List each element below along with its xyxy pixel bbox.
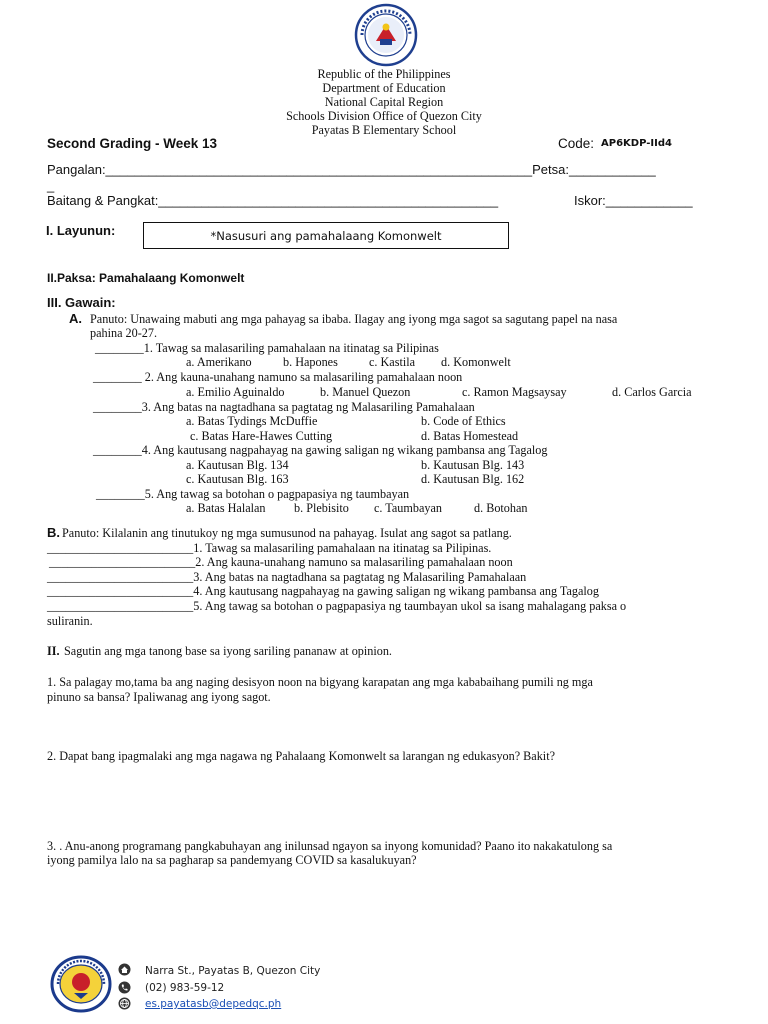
name-field-overflow: _ xyxy=(47,178,55,193)
part-b-item-5: ________________________5. Ang tawag sa botohan o pagpapasiya ng taumbayan ukol sa isang mahalagang paksa o xyxy=(47,599,627,613)
objective-text: *Nasusuri ang pamahalaang Komonwelt xyxy=(210,229,442,243)
opinion-question-3: 3. . Anu-anong programang pangkabuhayan ang inilunsad ngayon sa inyong komunidad? Paano ito nakakatulong sa xyxy=(47,839,613,853)
score-field[interactable]: Iskor:____________ xyxy=(574,193,693,208)
code-label: Code: xyxy=(558,136,595,151)
question-2: ________ 2. Ang kauna-unahang namuno sa malasariling pamahalaan noon xyxy=(93,370,463,384)
choice-1d[interactable]: d. Komonwelt xyxy=(441,355,511,369)
question-3: ________3. Ang batas na nagtadhana sa pagtatag ng Malasariling Pamahalaan xyxy=(93,400,475,414)
deped-seal-logo xyxy=(350,3,422,67)
header-republic: Republic of the Philippines xyxy=(317,67,451,81)
choice-5a[interactable]: a. Batas Halalan xyxy=(186,501,266,515)
part-a-letter: A. xyxy=(69,311,82,326)
grade-section-field[interactable]: Baitang & Pangkat:_______________________________________________ xyxy=(47,193,499,208)
code-value: AP6KDP-IId4 xyxy=(601,138,672,149)
objective-label: I. Layunun: xyxy=(46,223,116,238)
choice-4d[interactable]: d. Kautusan Blg. 162 xyxy=(421,472,525,486)
choice-1b[interactable]: b. Hapones xyxy=(283,355,338,369)
footer-email-link[interactable]: es.payatasb@depedqc.ph xyxy=(145,998,282,1010)
choice-3b[interactable]: b. Code of Ethics xyxy=(421,414,506,428)
header-region: National Capital Region xyxy=(324,95,444,109)
part-b-item-2: ________________________2. Ang kauna-unahang namuno sa malasariling pamahalaan noon xyxy=(49,555,513,569)
grading-week-title: Second Grading - Week 13 xyxy=(47,136,218,151)
opinion-question-3-cont: iyong pamilya lalo na sa pagharap sa pandemyang COVID sa kasalukuyan? xyxy=(47,853,417,867)
opinion-question-1-cont: pinuno sa bansa? Ipaliwanag ang iyong sagot. xyxy=(47,690,271,704)
header-division: Schools Division Office of Quezon City xyxy=(286,109,482,123)
school-logo xyxy=(50,955,112,1013)
part-b-item-4: ________________________4. Ang kautusang nagpahayag na gawing saligan ng wikang pambansa ang Tagalog xyxy=(47,584,599,598)
choice-2b[interactable]: b. Manuel Quezon xyxy=(320,385,411,399)
choice-4c[interactable]: c. Kautusan Blg. 163 xyxy=(186,472,289,486)
choice-3a[interactable]: a. Batas Tydings McDuffie xyxy=(186,414,318,428)
choice-2a[interactable]: a. Emilio Aguinaldo xyxy=(186,385,285,399)
header-school: Payatas B Elementary School xyxy=(311,123,457,137)
part-b-letter: B. xyxy=(47,525,60,540)
choice-1c[interactable]: c. Kastila xyxy=(369,355,416,369)
globe-icon xyxy=(118,997,131,1010)
choice-2d[interactable]: d. Carlos Garcia xyxy=(612,385,692,399)
choice-1a[interactable]: a. Amerikano xyxy=(186,355,252,369)
part-a-instruction: Panuto: Unawaing mabuti ang mga pahayag sa ibaba. Ilagay ang iyong mga sagot sa sagutang papel na nasa xyxy=(90,312,618,326)
name-date-field[interactable]: Pangalan:___________________________________________________________Petsa:____________ xyxy=(47,162,656,177)
phone-icon xyxy=(118,981,131,994)
question-4: ________4. Ang kautusang nagpahayag na gawing saligan ng wikang pambansa ang Tagalog xyxy=(93,443,548,457)
choice-4a[interactable]: a. Kautusan Blg. 134 xyxy=(186,458,289,472)
part-b-instruction: Panuto: Kilalanin ang tinutukoy ng mga sumusunod na pahayag. Isulat ang sagot sa patlang. xyxy=(62,526,512,540)
footer-phone: (02) 983-59-12 xyxy=(145,982,225,994)
choice-3d[interactable]: d. Batas Homestead xyxy=(421,429,519,443)
choice-5b[interactable]: b. Plebisito xyxy=(294,501,349,515)
question-1: ________1. Tawag sa malasariling pamahalaan na itinatag sa Pilipinas xyxy=(95,341,439,355)
part-b-item-5-cont: suliranin. xyxy=(47,614,93,628)
footer-address: Narra St., Payatas B, Quezon City xyxy=(145,965,321,977)
choice-3c[interactable]: c. Batas Hare-Hawes Cutting xyxy=(190,429,333,443)
part-a-instruction-cont: pahina 20-27. xyxy=(90,326,158,340)
choice-4b[interactable]: b. Kautusan Blg. 143 xyxy=(421,458,525,472)
activity-heading: III. Gawain: xyxy=(47,295,116,310)
opinion-question-1: 1. Sa palagay mo,tama ba ang naging desisyon noon na bigyang karapatan ang mga kababaihang pumili ng mga xyxy=(47,675,593,689)
choice-2c[interactable]: c. Ramon Magsaysay xyxy=(462,385,567,399)
choice-5c[interactable]: c. Taumbayan xyxy=(374,501,442,515)
choice-5d[interactable]: d. Botohan xyxy=(474,501,528,515)
topic-heading: II.Paksa: Pamahalaang Komonwelt xyxy=(47,271,245,285)
section-ii-label: II. xyxy=(47,644,60,658)
part-b-item-3: ________________________3. Ang batas na nagtadhana sa pagtatag ng Malasariling Pamahalaan xyxy=(47,570,527,584)
objective-box xyxy=(143,222,509,249)
part-b-item-1: ________________________1. Tawag sa malasariling pamahalaan na itinatag sa Pilipinas. xyxy=(47,541,492,555)
home-icon xyxy=(118,963,131,976)
question-5: ________5. Ang tawag sa botohan o pagpapasiya ng taumbayan xyxy=(96,487,410,501)
section-ii-instruction: Sagutin ang mga tanong base sa iyong sariling pananaw at opinion. xyxy=(64,644,392,658)
header-department: Department of Education xyxy=(322,81,446,95)
opinion-question-2: 2. Dapat bang ipagmalaki ang mga nagawa ng Pahalaang Komonwelt sa larangan ng edukasyon? Bakit? xyxy=(47,749,555,763)
